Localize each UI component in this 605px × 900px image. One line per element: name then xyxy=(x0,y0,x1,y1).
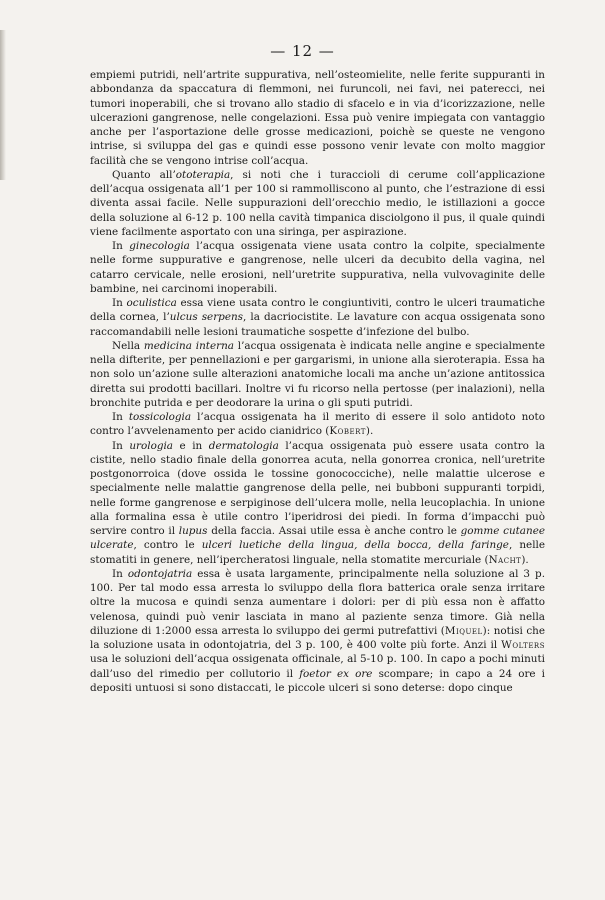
text-run: della faccia. Assai utile essa è anche contro le xyxy=(207,525,461,537)
text-run: e in xyxy=(173,439,209,452)
italic-term: tossicologia xyxy=(128,411,192,423)
text-run: In xyxy=(112,567,128,580)
text-run: In xyxy=(112,240,130,252)
body-text xyxy=(90,68,545,695)
text-run: , si noti che i turaccioli di cerume coll’applicazione dell’acqua ossigenata all’1 per 100 si rammolliscono al punto, che l’estrazione di essi diventa assai facile. Nelle suppurazioni dell’orecchio medio, le istillazioni a gocce della soluzione al 6-12 p. 100 nella cavità timpanica disciolgono il pus, il quale quindi viene facilmente asportato con una siringa, per aspirazione. xyxy=(90,168,545,238)
text-run: , contro le xyxy=(133,539,202,552)
paragraph xyxy=(90,68,545,168)
text-run: In xyxy=(112,439,130,452)
paragraph xyxy=(90,339,545,410)
italic-term: medicina interna xyxy=(143,339,234,352)
paragraph xyxy=(90,296,545,339)
author-name: Nacht xyxy=(488,553,522,566)
paragraph xyxy=(90,567,545,695)
paragraph xyxy=(90,168,545,239)
author-name: Wolters xyxy=(501,639,545,651)
text-run: , la dacriocistite. Le lavature con acqua ossigenata sono raccomandabili nelle lesioni traumatiche sospette d’infezione del bulbo. xyxy=(90,311,545,338)
italic-term: odontojatria xyxy=(127,567,193,580)
italic-term: gomme cutanee ulcerate xyxy=(90,525,545,552)
italic-term: dermatologia xyxy=(208,439,279,452)
text-run: empiemi putridi, nell’artrite suppurativa, nell’osteomielite, nelle ferite suppuranti in abbondanza da spaccatura di flemmoni, nei furuncoli, nei favi, nei paterecci, nei tumori inoperabili, che si trovano allo stadio di sfacelo e in via d’icorizzazione, nelle ulcerazioni gangrenose, nelle congelazioni. Essa può venire impiegata con vantaggio anche per l’asportazione delle grosse medicazioni, poichè se queste ne vengono intrise, si sviluppa del gas e quindi esse possono venir levate con molto maggior facilità che se vengono intrise coll’acqua. xyxy=(90,69,545,167)
text-run: , nelle stomatiti in genere, nell’ipercheratosi linguale, nella stomatite mercuriale ( xyxy=(90,539,545,566)
page-number: — 12 — xyxy=(270,42,335,60)
text-run: In xyxy=(112,411,129,423)
italic-term: foetor ex ore xyxy=(299,667,373,680)
italic-term: lupus xyxy=(178,525,208,537)
paragraph xyxy=(90,439,545,567)
italic-term: urologia xyxy=(129,439,174,452)
text-run: usa le soluzioni dell’acqua ossigenata officinale, al 5-10 p. 100. In capo a pochi minuti dall’uso del rimedio per collutorio il xyxy=(90,653,545,680)
text-run: Quanto all’ xyxy=(112,168,176,181)
text-run: essa viene usata contro le congiuntiviti, contro le ulceri traumatiche della cornea, l’ xyxy=(90,297,545,324)
text-run: ). xyxy=(521,553,529,566)
text-run: l’acqua ossigenata ha il merito di essere il solo antidoto noto contro l’avvelenamento per acido cianidrico ( xyxy=(90,411,545,438)
text-run: l’acqua ossigenata viene usata contro la colpite, specialmente nelle forme suppurative e gangrenose, nelle ulceri da decubito della vagina, nel catarro cervicale, nelle erosioni, nell’uretrite suppurativa, nella vulvovaginite delle bambine, nei carcinomi inoperabili. xyxy=(90,240,546,295)
text-run: l’acqua ossigenata è indicata nelle angine e specialmente nella difterite, per pennellazioni e per gargarismi, in unione alla sieroterapia. Essa ha non solo un’azione sulle alterazioni anatomiche locali ma anche un’azione antitossica diretta sui prodotti bacillari. Inoltre vi fu ricorso nella pertosse (per inalazioni), nella bronchite putrida e per deodorare la urina o gli sputi putridi. xyxy=(90,339,545,409)
italic-term: ototerapia xyxy=(175,168,231,181)
text-run: scompare; in capo a 24 ore i depositi untuosi si sono distaccati, le piccole ulceri si sono deterse: dopo cinque xyxy=(90,667,545,694)
text-run: ). xyxy=(365,425,374,438)
text-run: l’acqua ossigenata può essere usata contro la cistite, nello stadio finale della gonorrea acuta, nella gonorrea cronica, nell’uretrite postgonorroica (dove ossida le tossine gonococciche), nelle malattie ulcerose e specialmente nelle malattie gangrenose della pelle, nei bubboni suppuranti torpidi, nelle forme gangrenose e serpiginose dell’ulcera molle, nella leucoplachia. In unione alla formalina essa è utile contro l’iperidrosi dei piedi. In forma d’impacchi può servire contro il xyxy=(90,439,545,537)
text-run: In xyxy=(112,297,127,309)
italic-term: ulcus serpens xyxy=(169,311,244,324)
italic-term: ulceri luetiche della lingua, della bocca, della faringe xyxy=(201,539,509,552)
italic-term: ginecologia xyxy=(129,240,190,252)
paragraph xyxy=(90,239,545,296)
italic-term: oculistica xyxy=(126,297,177,309)
text-run: ): notisi che la soluzione usata in odontojatria, del 3 p. 100, è 400 volte più forte. Anzi il xyxy=(90,624,545,651)
text-run: essa è usata largamente, principalmente nella soluzione al 3 p. 100. Per tal modo essa arresta lo sviluppo della flora batterica orale senza irritare oltre la mucosa e quindi senza aumentare i dolori: per di più essa non è affatto velenosa, quindi può venir lasciata in mano al paziente senza timore. Già nella diluzione di 1:2000 essa arresta lo sviluppo dei germi putrefattivi ( xyxy=(90,567,546,637)
paragraph xyxy=(90,410,545,439)
text-run: Nella xyxy=(112,339,144,352)
author-name: Kobert xyxy=(329,425,366,438)
author-name: Miquel xyxy=(444,624,483,637)
